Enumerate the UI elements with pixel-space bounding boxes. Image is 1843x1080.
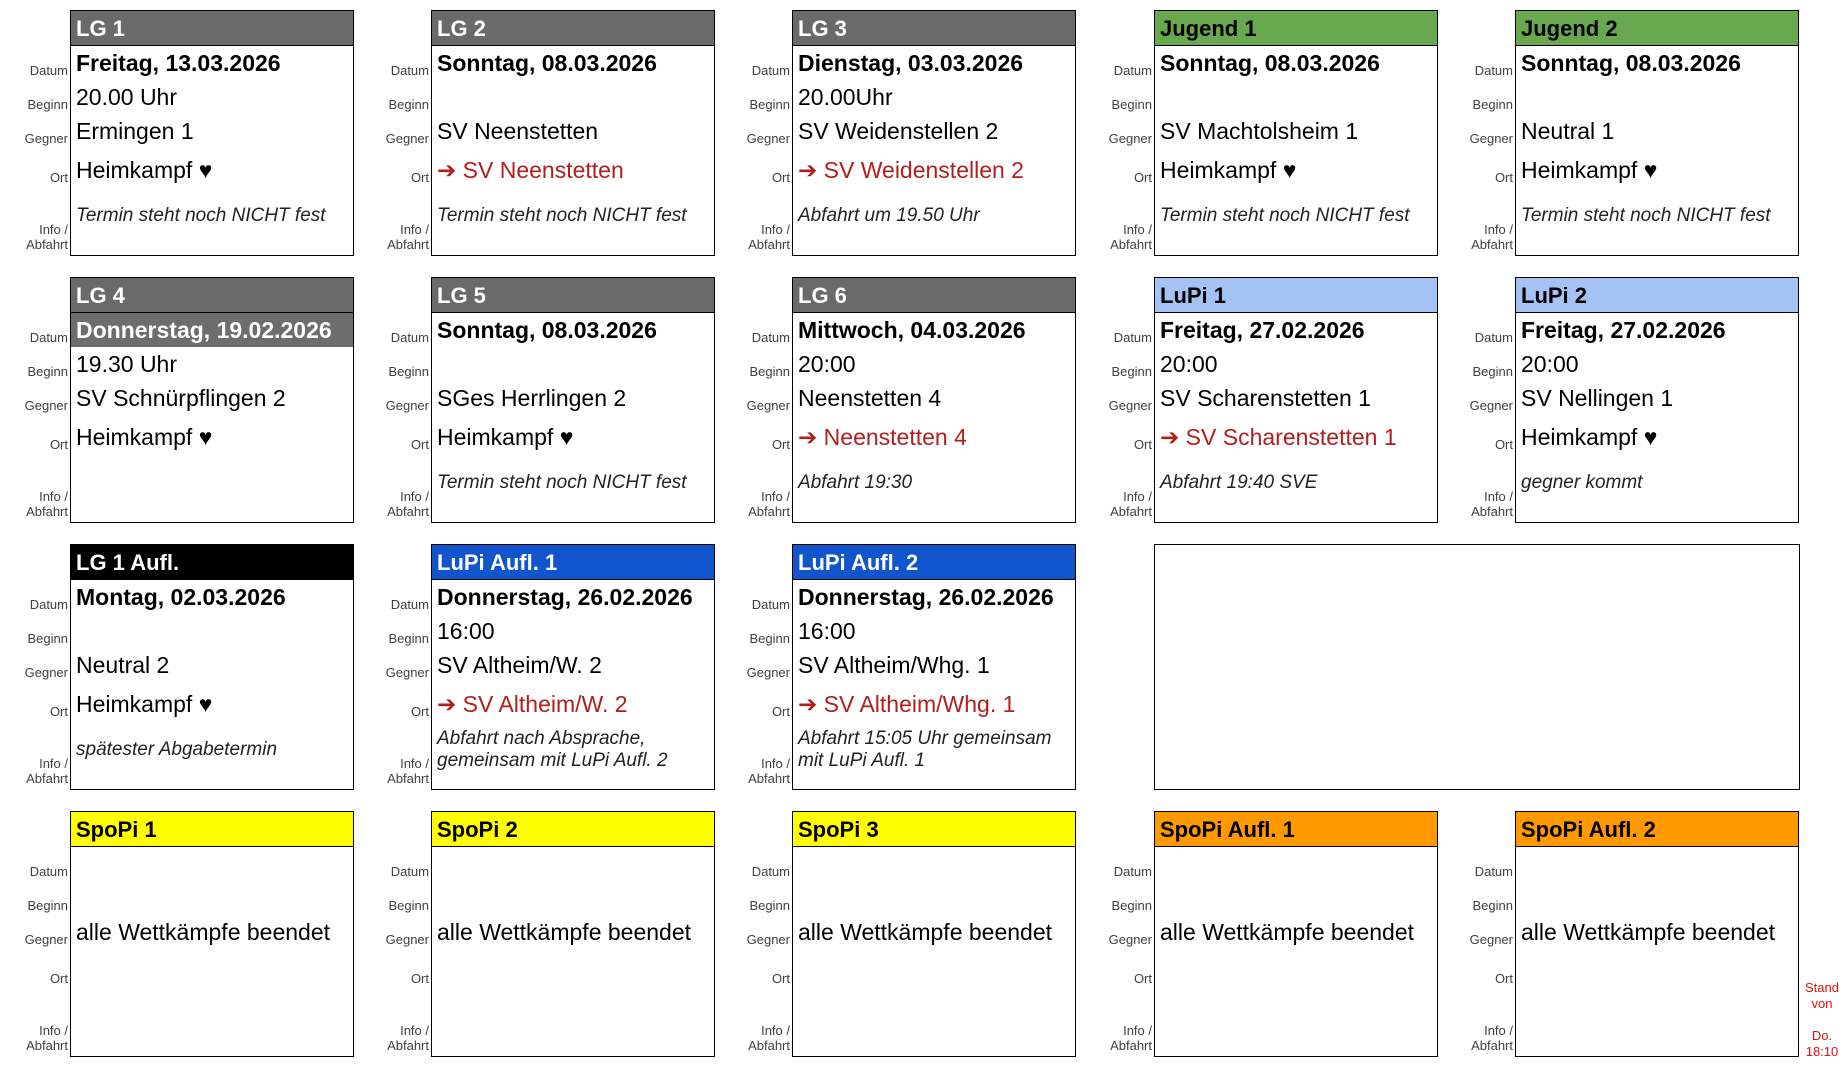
row-label-info (1088, 1023, 1152, 1053)
match-time (71, 881, 353, 915)
row-label-beginn: Beginn (1472, 364, 1513, 379)
row-label-gegner: Gegner (385, 398, 429, 413)
info-text: Termin steht noch NICHT fest (76, 205, 326, 226)
row-label-gegner: Gegner (24, 131, 68, 146)
row-label-info-line: Info / (39, 1023, 68, 1038)
row-label-ort: Ort (1133, 971, 1152, 986)
row-label-info-line: Info / (761, 489, 790, 504)
row-label-info (4, 222, 68, 252)
team-card[interactable] (792, 544, 1076, 790)
row-label-info-line: Abfahrt (748, 1038, 790, 1053)
info-departure (1155, 459, 1437, 503)
row-label-info-line: Info / (1123, 489, 1152, 504)
match-date (432, 847, 714, 881)
match-location: ➔ SV Altheim/Whg. 1 (798, 691, 1016, 717)
info-departure (71, 993, 353, 1037)
row-label-beginn: Beginn (1472, 898, 1513, 913)
row-label-gegner: Gegner (746, 398, 790, 413)
info-departure (1516, 192, 1798, 236)
info-departure (793, 993, 1075, 1037)
row-label-beginn: Beginn (1111, 364, 1152, 379)
row-label-datum: Datum (1474, 864, 1513, 879)
opponent: alle Wettkämpfe beendet (1521, 919, 1776, 945)
team-card[interactable] (431, 277, 715, 523)
row-label-info (4, 489, 68, 519)
row-label-info-line: Abfahrt (1110, 504, 1152, 519)
team-card[interactable] (1154, 10, 1438, 256)
row-label-beginn: Beginn (27, 631, 68, 646)
info-text: spätester Abgabetermin (76, 739, 278, 760)
row-label-info-line: Info / (1123, 1023, 1152, 1038)
team-title: SpoPi Aufl. 1 (1155, 812, 1437, 847)
row-label-info-line: Info / (761, 1023, 790, 1038)
row-label-datum: Datum (751, 63, 790, 78)
team-title: Jugend 2 (1516, 11, 1798, 46)
row-label-gegner: Gegner (1469, 398, 1513, 413)
row-label-info-line: Abfahrt (26, 504, 68, 519)
row-label-info-line: Abfahrt (1110, 237, 1152, 252)
team-title: SpoPi 3 (793, 812, 1075, 847)
row-label-info-line: Info / (400, 489, 429, 504)
match-location: Heimkampf ♥ (76, 424, 213, 450)
row-label-ort: Ort (771, 437, 790, 452)
match-time (432, 80, 714, 114)
match-time: 20:00 (1160, 351, 1218, 377)
row-label-ort: Ort (1494, 437, 1513, 452)
row-label-info-line: Info / (761, 222, 790, 237)
match-time (1155, 80, 1437, 114)
match-time: 19.30 Uhr (76, 351, 178, 377)
row-label-beginn: Beginn (1111, 898, 1152, 913)
info-departure (793, 459, 1075, 503)
row-label-ort: Ort (49, 170, 68, 185)
team-card[interactable] (792, 10, 1076, 256)
team-title: LG 6 (793, 278, 1075, 313)
match-date: Dienstag, 03.03.2026 (798, 50, 1024, 76)
info-text: Termin steht noch NICHT fest (437, 472, 687, 493)
row-label-info (726, 1023, 790, 1053)
team-card[interactable] (70, 10, 354, 256)
row-label-datum: Datum (390, 597, 429, 612)
row-label-info-line: Info / (39, 756, 68, 771)
row-label-beginn: Beginn (27, 97, 68, 112)
match-date: Freitag, 27.02.2026 (1521, 317, 1726, 343)
info-departure (1516, 993, 1798, 1037)
info-text: Abfahrt 19:40 SVE (1160, 472, 1318, 493)
opponent: SGes Herrlingen 2 (437, 385, 627, 411)
match-time (71, 614, 353, 648)
row-label-info-line: Abfahrt (748, 237, 790, 252)
info-departure (1155, 192, 1437, 236)
row-label-info-line: Abfahrt (387, 504, 429, 519)
row-label-info-line: Info / (39, 489, 68, 504)
info-text: Termin steht noch NICHT fest (437, 205, 687, 226)
row-label-info (365, 489, 429, 519)
row-label-info-line: Info / (400, 222, 429, 237)
team-title: LG 1 Aufl. (71, 545, 353, 580)
info-departure (71, 726, 353, 770)
match-time (432, 881, 714, 915)
row-label-info-line: Abfahrt (1471, 237, 1513, 252)
row-label-info-line: Abfahrt (1471, 504, 1513, 519)
opponent: Neenstetten 4 (798, 385, 942, 411)
row-label-datum: Datum (390, 864, 429, 879)
info-departure (1516, 459, 1798, 503)
match-time: 20:00 (1521, 351, 1579, 377)
row-label-beginn: Beginn (749, 97, 790, 112)
row-label-ort: Ort (1494, 170, 1513, 185)
row-label-info (1449, 1023, 1513, 1053)
row-label-beginn: Beginn (388, 364, 429, 379)
match-location: Heimkampf ♥ (1521, 424, 1658, 450)
team-title: LuPi 1 (1155, 278, 1437, 313)
info-text: Abfahrt nach Absprache, gemeinsam mit LuPi Aufl. 2 (437, 728, 668, 771)
team-title: LG 3 (793, 11, 1075, 46)
row-label-beginn: Beginn (388, 898, 429, 913)
row-label-info-line: Abfahrt (1110, 1038, 1152, 1053)
row-label-gegner: Gegner (1469, 131, 1513, 146)
row-label-info-line: Info / (400, 1023, 429, 1038)
row-label-info (1449, 489, 1513, 519)
match-location (1155, 949, 1437, 993)
match-date: Donnerstag, 26.02.2026 (437, 584, 693, 610)
row-label-datum: Datum (751, 597, 790, 612)
team-card[interactable] (1154, 811, 1438, 1057)
row-label-ort: Ort (771, 971, 790, 986)
row-label-datum: Datum (1474, 63, 1513, 78)
team-card[interactable] (70, 277, 354, 523)
match-location (1516, 949, 1798, 993)
row-label-datum: Datum (1113, 330, 1152, 345)
row-label-info (726, 222, 790, 252)
team-title: LuPi Aufl. 1 (432, 545, 714, 580)
team-card[interactable] (792, 277, 1076, 523)
opponent: SV Scharenstetten 1 (1160, 385, 1371, 411)
opponent: Ermingen 1 (76, 118, 194, 144)
row-label-datum: Datum (751, 864, 790, 879)
team-card[interactable] (70, 544, 354, 790)
row-label-ort: Ort (1133, 437, 1152, 452)
row-label-info-line: Abfahrt (748, 771, 790, 786)
match-location: ➔ SV Neenstetten (437, 157, 624, 183)
info-text: Termin steht noch NICHT fest (1521, 205, 1771, 226)
match-location: Heimkampf ♥ (76, 691, 213, 717)
row-label-ort: Ort (771, 704, 790, 719)
info-text: Abfahrt um 19.50 Uhr (798, 205, 980, 226)
match-time (1155, 881, 1437, 915)
row-label-beginn: Beginn (388, 97, 429, 112)
stand-line: von (1811, 996, 1833, 1011)
match-location: Heimkampf ♥ (1160, 157, 1297, 183)
info-departure (432, 459, 714, 503)
row-label-ort: Ort (49, 971, 68, 986)
row-label-ort: Ort (1133, 170, 1152, 185)
stand-line: 18:10 (1805, 1044, 1839, 1059)
row-label-info-line: Abfahrt (26, 771, 68, 786)
row-label-gegner: Gegner (746, 665, 790, 680)
row-label-beginn: Beginn (388, 631, 429, 646)
opponent: alle Wettkämpfe beendet (76, 919, 331, 945)
row-label-datum: Datum (29, 330, 68, 345)
row-label-info (1088, 489, 1152, 519)
match-location: ➔ SV Altheim/W. 2 (437, 691, 628, 717)
row-label-datum: Datum (1113, 63, 1152, 78)
row-label-ort: Ort (410, 704, 429, 719)
row-label-gegner: Gegner (385, 665, 429, 680)
row-label-datum: Datum (390, 330, 429, 345)
empty-panel (1154, 544, 1800, 790)
row-label-beginn: Beginn (749, 364, 790, 379)
row-label-info-line: Info / (761, 756, 790, 771)
row-label-datum: Datum (390, 63, 429, 78)
match-date: Freitag, 27.02.2026 (1160, 317, 1365, 343)
match-time (1516, 881, 1798, 915)
row-label-beginn: Beginn (1111, 97, 1152, 112)
match-location: Heimkampf ♥ (437, 424, 574, 450)
match-date: Sonntag, 08.03.2026 (437, 50, 657, 76)
team-title: LuPi 2 (1516, 278, 1798, 313)
info-departure (793, 726, 1075, 770)
row-label-beginn: Beginn (749, 898, 790, 913)
team-title: SpoPi 2 (432, 812, 714, 847)
opponent: SV Machtolsheim 1 (1160, 118, 1359, 144)
match-date: Montag, 02.03.2026 (76, 584, 286, 610)
info-departure (432, 726, 714, 770)
opponent: SV Weidenstellen 2 (798, 118, 999, 144)
team-card[interactable] (431, 544, 715, 790)
opponent: alle Wettkämpfe beendet (1160, 919, 1415, 945)
stand-line: Stand (1805, 980, 1839, 995)
row-label-ort: Ort (410, 170, 429, 185)
match-date: Donnerstag, 26.02.2026 (798, 584, 1054, 610)
match-date (1155, 847, 1437, 881)
row-label-datum: Datum (29, 63, 68, 78)
match-time: 16:00 (798, 618, 856, 644)
match-location: ➔ Neenstetten 4 (798, 424, 967, 450)
row-label-info-line: Info / (1484, 1023, 1513, 1038)
row-label-datum: Datum (29, 864, 68, 879)
row-label-ort: Ort (410, 437, 429, 452)
team-card[interactable] (431, 10, 715, 256)
opponent: SV Neenstetten (437, 118, 599, 144)
row-label-gegner: Gegner (24, 398, 68, 413)
row-label-datum: Datum (29, 597, 68, 612)
match-date (793, 847, 1075, 881)
row-label-gegner: Gegner (1108, 398, 1152, 413)
match-date: Sonntag, 08.03.2026 (437, 317, 657, 343)
row-label-datum: Datum (751, 330, 790, 345)
info-text: Abfahrt 15:05 Uhr gemeinsam mit LuPi Aufl. 1 (798, 728, 1052, 771)
info-departure (793, 192, 1075, 236)
match-date: Donnerstag, 19.02.2026 (71, 313, 353, 347)
team-title: LG 4 (71, 278, 353, 313)
row-label-beginn: Beginn (27, 898, 68, 913)
row-label-info (726, 489, 790, 519)
row-label-info (4, 756, 68, 786)
team-title: LuPi Aufl. 2 (793, 545, 1075, 580)
row-label-gegner: Gegner (746, 131, 790, 146)
team-card[interactable] (1515, 277, 1799, 523)
match-location (71, 949, 353, 993)
row-label-gegner: Gegner (1108, 932, 1152, 947)
team-card[interactable] (1515, 811, 1799, 1057)
row-label-info (365, 222, 429, 252)
team-card[interactable] (1154, 277, 1438, 523)
match-time (793, 881, 1075, 915)
row-label-info-line: Info / (1484, 222, 1513, 237)
match-time: 20:00 (798, 351, 856, 377)
row-label-ort: Ort (49, 704, 68, 719)
match-date: Sonntag, 08.03.2026 (1521, 50, 1741, 76)
info-departure (71, 459, 353, 503)
team-card[interactable] (431, 811, 715, 1057)
match-time: 16:00 (437, 618, 495, 644)
team-title: SpoPi Aufl. 2 (1516, 812, 1798, 847)
team-title: LG 5 (432, 278, 714, 313)
match-time (432, 347, 714, 381)
row-label-datum: Datum (1474, 330, 1513, 345)
row-label-beginn: Beginn (27, 364, 68, 379)
row-label-datum: Datum (1113, 864, 1152, 879)
info-text: Abfahrt 19:30 (798, 472, 913, 493)
opponent: alle Wettkämpfe beendet (437, 919, 692, 945)
row-label-info-line: Abfahrt (26, 237, 68, 252)
team-title: LG 1 (71, 11, 353, 46)
team-title: Jugend 1 (1155, 11, 1437, 46)
match-date: Mittwoch, 04.03.2026 (798, 317, 1026, 343)
match-date: Sonntag, 08.03.2026 (1160, 50, 1380, 76)
match-location (432, 949, 714, 993)
row-label-gegner: Gegner (24, 665, 68, 680)
info-departure (432, 192, 714, 236)
match-location: ➔ SV Weidenstellen 2 (798, 157, 1024, 183)
match-date (1516, 847, 1798, 881)
opponent: SV Altheim/Whg. 1 (798, 652, 990, 678)
row-label-info (1088, 222, 1152, 252)
team-card[interactable] (70, 811, 354, 1057)
row-label-ort: Ort (1494, 971, 1513, 986)
match-date: Freitag, 13.03.2026 (76, 50, 281, 76)
row-label-info-line: Info / (400, 756, 429, 771)
match-time: 20.00Uhr (798, 84, 893, 110)
team-title: LG 2 (432, 11, 714, 46)
row-label-info-line: Abfahrt (748, 504, 790, 519)
row-label-beginn: Beginn (1472, 97, 1513, 112)
info-departure (71, 192, 353, 236)
row-label-info (726, 756, 790, 786)
row-label-info (365, 756, 429, 786)
info-departure (432, 993, 714, 1037)
team-card[interactable] (1515, 10, 1799, 256)
row-label-gegner: Gegner (385, 131, 429, 146)
stand-line: Do. (1811, 1028, 1833, 1043)
row-label-info-line: Abfahrt (387, 771, 429, 786)
row-label-gegner: Gegner (746, 932, 790, 947)
row-label-info (365, 1023, 429, 1053)
row-label-info-line: Abfahrt (387, 1038, 429, 1053)
row-label-info-line: Abfahrt (387, 237, 429, 252)
opponent: Neutral 2 (76, 652, 170, 678)
row-label-gegner: Gegner (1108, 131, 1152, 146)
match-time: 20.00 Uhr (76, 84, 178, 110)
row-label-info (4, 1023, 68, 1053)
match-date (71, 847, 353, 881)
row-label-ort: Ort (771, 170, 790, 185)
row-label-beginn: Beginn (749, 631, 790, 646)
row-label-gegner: Gegner (24, 932, 68, 947)
row-label-ort: Ort (410, 971, 429, 986)
match-time (1516, 80, 1798, 114)
row-label-info-line: Info / (1123, 222, 1152, 237)
row-label-info-line: Info / (39, 222, 68, 237)
info-departure (1155, 993, 1437, 1037)
opponent: alle Wettkämpfe beendet (798, 919, 1053, 945)
row-label-info-line: Info / (1484, 489, 1513, 504)
row-label-info-line: Abfahrt (1471, 1038, 1513, 1053)
info-text: Termin steht noch NICHT fest (1160, 205, 1410, 226)
info-text: gegner kommt (1521, 472, 1643, 493)
stand-timestamp (1801, 980, 1843, 1060)
row-label-gegner: Gegner (1469, 932, 1513, 947)
row-label-gegner: Gegner (385, 932, 429, 947)
row-label-info (1449, 222, 1513, 252)
match-location: ➔ SV Scharenstetten 1 (1160, 424, 1397, 450)
match-location (793, 949, 1075, 993)
opponent: Neutral 1 (1521, 118, 1615, 144)
team-title: SpoPi 1 (71, 812, 353, 847)
match-location: Heimkampf ♥ (76, 157, 213, 183)
row-label-info-line: Abfahrt (26, 1038, 68, 1053)
team-card[interactable] (792, 811, 1076, 1057)
row-label-ort: Ort (49, 437, 68, 452)
opponent: SV Altheim/W. 2 (437, 652, 602, 678)
match-location: Heimkampf ♥ (1521, 157, 1658, 183)
opponent: SV Nellingen 1 (1521, 385, 1674, 411)
opponent: SV Schnürpflingen 2 (76, 385, 286, 411)
